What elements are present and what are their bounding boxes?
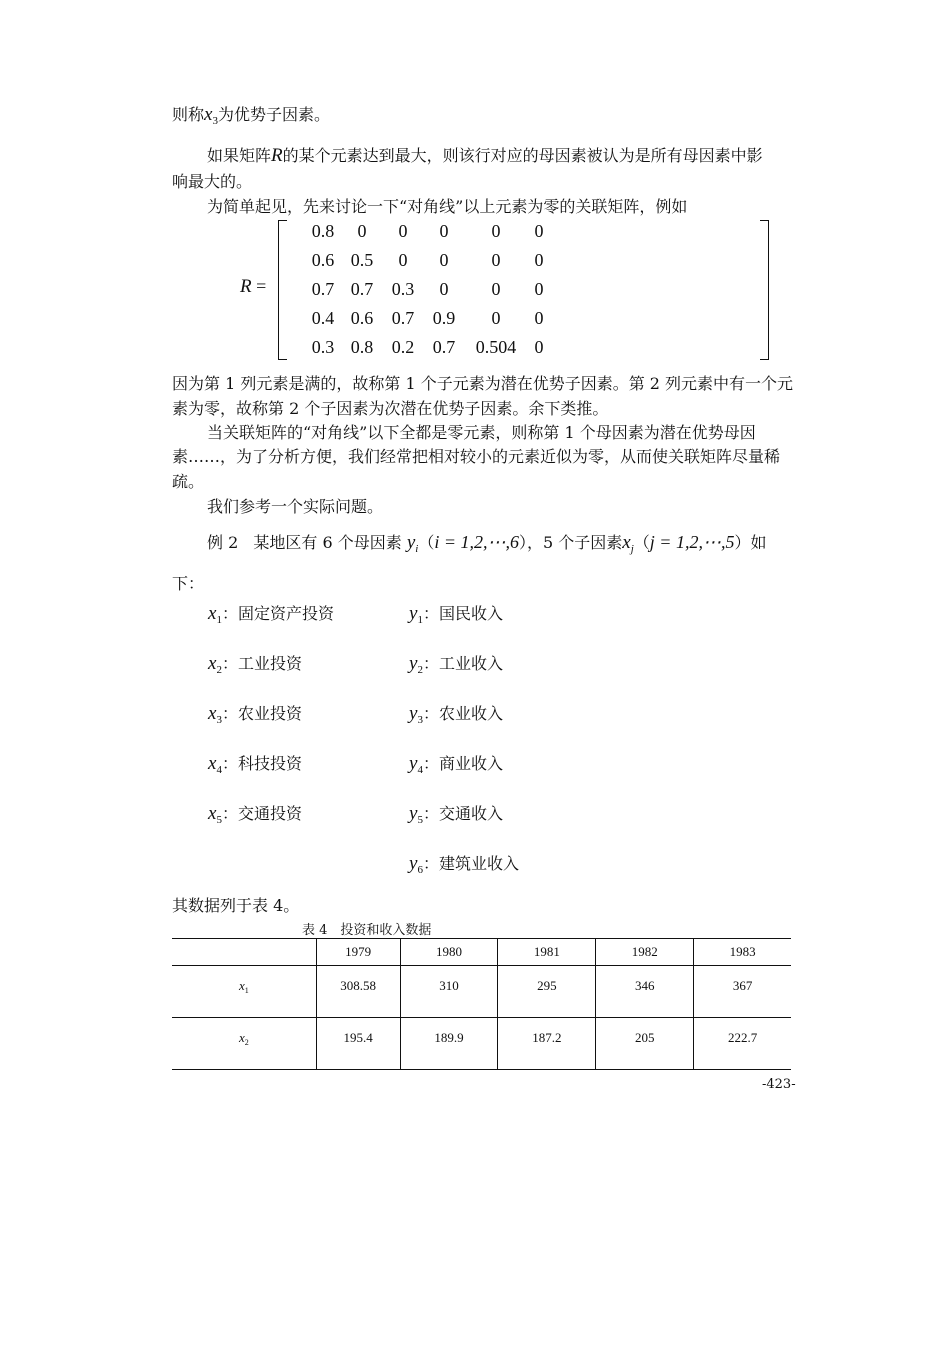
- matrix-cell: 0: [491, 279, 501, 299]
- var-x: $x_4$: [208, 753, 222, 776]
- matrix-cell: 0: [534, 279, 544, 299]
- matrix-left-bracket: [278, 220, 287, 360]
- table-caption: 表 4 投资和收入数据: [302, 923, 432, 938]
- matrix-cell: 0: [534, 221, 544, 241]
- matrix-cell: 0.3: [311, 337, 335, 357]
- matrix-cell: 0: [491, 308, 501, 328]
- year-header: 1979: [316, 939, 400, 966]
- matrix-cell: 0: [534, 250, 544, 270]
- table-cell: 367: [694, 966, 791, 1018]
- text: 则称: [172, 105, 205, 124]
- var-y: $y_5$: [409, 803, 423, 826]
- var-x: $x_1$: [208, 603, 222, 626]
- matrix-cell: 0: [439, 250, 449, 270]
- year-header: 1982: [596, 939, 694, 966]
- matrix-cell: 0.3: [391, 279, 415, 299]
- matrix-cell: 0.4: [311, 308, 335, 328]
- row-label: $x_1$: [172, 966, 316, 1018]
- matrix-cell: 0.9: [432, 308, 456, 328]
- para3-line2: 素为零，故称第 2 个子因素为次潜在优势子因素。余下类推。: [172, 399, 609, 418]
- correlation-matrix: [240, 216, 544, 362]
- matrix-cell: 0: [491, 221, 501, 241]
- var-y: $y_4$: [409, 753, 423, 776]
- line-dominant-subfactor: [172, 102, 330, 127]
- matrix-cell: 0: [534, 308, 544, 328]
- table-cell: 205: [596, 1018, 694, 1070]
- table-cell: 346: [596, 966, 694, 1018]
- table-cell: 295: [498, 966, 596, 1018]
- var-y-i: $y_i$: [406, 532, 419, 555]
- para4-line3: 疏。: [172, 472, 205, 491]
- text: 为优势子因素。: [217, 105, 330, 124]
- var-x: $x_3$: [208, 703, 222, 726]
- table-corner-cell: [172, 939, 316, 966]
- table-header-row: [172, 939, 791, 966]
- table-cell: 222.7: [694, 1018, 791, 1070]
- matrix-cell: 0.7: [432, 337, 456, 357]
- table-row: [172, 1018, 791, 1070]
- row-label: $x_2$: [172, 1018, 316, 1070]
- var-R: R: [271, 145, 283, 166]
- example-2-line2: 下：: [172, 574, 205, 593]
- table-cell: 189.9: [400, 1018, 498, 1070]
- var-x-j: $x_j$: [622, 532, 634, 555]
- matrix-cell: 0.6: [350, 308, 374, 328]
- example-label: 例 2: [207, 533, 239, 552]
- matrix-cell: 0.8: [311, 221, 335, 241]
- matrix-cell: 0: [398, 250, 408, 270]
- var-x: $x_2$: [208, 653, 222, 676]
- var-y: $y_2$: [409, 653, 423, 676]
- matrix-cell: 0: [534, 337, 544, 357]
- table-cell: 310: [400, 966, 498, 1018]
- para3-line1: 因为第 1 列元素是满的，故称第 1 个子元素为潜在优势子因素。第 2 列元素中有一个元: [172, 374, 794, 393]
- table-cell: 195.4: [316, 1018, 400, 1070]
- investment-income-table: [172, 938, 791, 1070]
- matrix-cell: 0: [439, 221, 449, 241]
- y-factor-item: $y_6$：建筑业收入: [409, 853, 519, 876]
- para4-line2: 素……，为了分析方便，我们经常把相对较小的元素近似为零，从而使关联矩阵尽量稀: [172, 447, 781, 466]
- matrix-cell: 0.504: [475, 337, 517, 357]
- matrix-cell: 0.5: [350, 250, 374, 270]
- para6: 其数据列于表 4。: [172, 896, 300, 915]
- matrix-cell: 0.8: [350, 337, 374, 357]
- y-factor-item: $y_2$：工业收入: [409, 653, 503, 676]
- para1-line2: 响最大的。: [172, 172, 253, 191]
- table-cell: 308.58: [316, 966, 400, 1018]
- matrix-cell: 0: [439, 279, 449, 299]
- var-x: $x_5$: [208, 803, 222, 826]
- matrix-cell: 0: [491, 250, 501, 270]
- x-factor-item: $x_2$：工业投资: [208, 653, 302, 676]
- var-y: $y_1$: [409, 603, 423, 626]
- y-factor-item: $y_5$：交通收入: [409, 803, 503, 826]
- year-header: 1983: [694, 939, 791, 966]
- y-factor-item: $y_3$：农业收入: [409, 703, 503, 726]
- matrix-cell: 0.7: [311, 279, 335, 299]
- example-2-line1: 例 2 某地区有 6 个母因素 $y_i(i$ = 1,2,⋯,6），5 个子因素$x_j(j$ = 1,2,⋯,5）如: [207, 532, 767, 555]
- matrix-cell: 0.7: [350, 279, 374, 299]
- var-y: $y_3$: [409, 703, 423, 726]
- matrix-cell: 0.6: [311, 250, 335, 270]
- var-x: $x_3$: [204, 104, 218, 127]
- matrix-lhs: R =: [240, 276, 267, 297]
- x-factor-item: $x_3$：农业投资: [208, 703, 302, 726]
- para5: 我们参考一个实际问题。: [207, 497, 384, 516]
- x-factor-item: $x_4$：科技投资: [208, 753, 302, 776]
- x-factor-item: $x_5$：交通投资: [208, 803, 302, 826]
- matrix-cell: 0: [357, 221, 367, 241]
- para1-line1: 如果矩阵R的某个元素达到最大，则该行对应的母因素被认为是所有母因素中影: [207, 145, 763, 166]
- table-row: [172, 966, 791, 1018]
- y-factor-item: $y_4$：商业收入: [409, 753, 503, 776]
- matrix-right-bracket: [760, 220, 769, 360]
- y-factor-item: $y_1$：国民收入: [409, 603, 503, 626]
- year-header: 1980: [400, 939, 498, 966]
- page-number: -423-: [762, 1077, 796, 1092]
- var-y: $y_6$: [409, 853, 423, 876]
- matrix-cell: 0.7: [391, 308, 415, 328]
- table-cell: 187.2: [498, 1018, 596, 1070]
- matrix-cell: 0.2: [391, 337, 415, 357]
- year-header: 1981: [498, 939, 596, 966]
- x-factor-item: $x_1$：固定资产投资: [208, 603, 334, 626]
- para2: 为简单起见，先来讨论一下“对角线”以上元素为零的关联矩阵，例如: [207, 197, 688, 216]
- para4-line1: 当关联矩阵的“对角线”以下全都是零元素，则称第 1 个母因素为潜在优势母因: [207, 423, 756, 442]
- matrix-cell: 0: [398, 221, 408, 241]
